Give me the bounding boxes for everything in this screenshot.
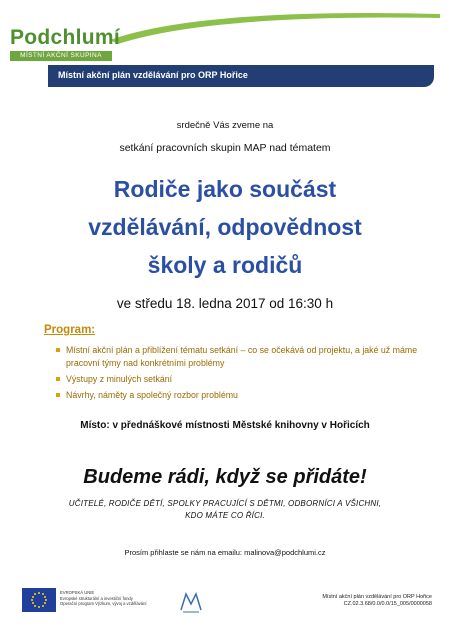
- audience-text: UČITELÉ, RODIČE DĚTÍ, SPOLKY PRACUJÍCÍ S DĚTMI, ODBORNÍCI A VŠICHNI, KDO MÁTE CO ŘÍCI.: [68, 499, 382, 520]
- headline: [20, 170, 430, 284]
- program-item: Místní akční plán a přiblížení tématu setkání – co se očekává od projektu, a jaké už máme pracovní týmy nad konkrétními problémy: [56, 344, 436, 370]
- welcome-text: Budeme rádi, když se přidáte!: [83, 466, 367, 488]
- event-place: Místo: v přednáškové místnosti Městské knihovny v Hořicích: [80, 420, 370, 431]
- program-list: [56, 344, 436, 405]
- headline-line: vzdělávání, odpovědnost: [88, 214, 362, 240]
- logo-subtitle: MÍSTNÍ AKČNÍ SKUPINA: [10, 51, 112, 61]
- event-datetime: ve středu 18. ledna 2017 od 16:30 h: [116, 296, 334, 311]
- bullet-icon: [56, 348, 60, 352]
- ministry-logo-icon: [178, 588, 204, 614]
- program-item: Výstupy z minulých setkání: [56, 373, 436, 386]
- bullet-icon: [56, 377, 60, 381]
- headline-line: školy a rodičů: [147, 252, 303, 278]
- bullet-icon: [56, 393, 60, 397]
- program-item: Návrhy, náměty a společný rozbor problému: [56, 389, 436, 402]
- eu-funding-text: EVROPSKÁ UNIE Evropské strukturální a investiční fondy Operační program Výzkum, vývoj a vzdělávání: [60, 590, 147, 606]
- invite-text: srdečně Vás zveme na: [176, 120, 274, 131]
- eu-flag-icon: [22, 588, 56, 612]
- banner-text: Místní akční plán vzdělávání pro ORP Hořice: [58, 70, 248, 80]
- register-text: Prosím přihlaste se nám na emailu: malinova@podchlumi.cz: [124, 548, 326, 557]
- headline-line: Rodiče jako součást: [113, 176, 337, 202]
- meeting-text: setkání pracovních skupin MAP nad tématem: [119, 142, 331, 154]
- footer-project-info: Místní akční plán vzdělávání pro ORP Hořice CZ.02.3.68/0.0/0.0/15_005/0000058: [322, 594, 432, 607]
- logo-title: Podchlumí: [10, 26, 121, 49]
- program-label: Program:: [44, 324, 96, 336]
